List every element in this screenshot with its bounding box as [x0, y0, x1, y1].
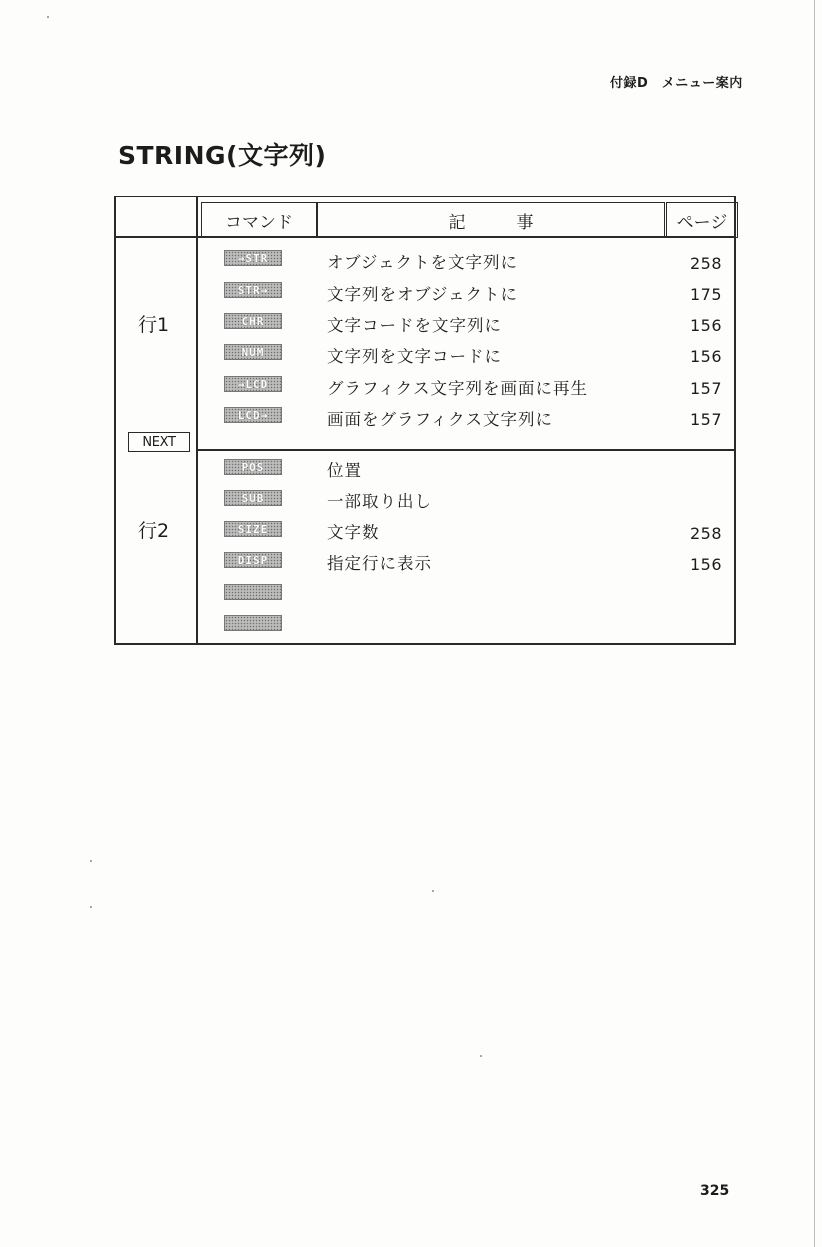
page-title: STRING(文字列) — [118, 141, 327, 170]
softkey-str-to[interactable]: STR→ — [224, 282, 282, 298]
item-page: 175 — [690, 285, 723, 304]
next-key[interactable]: NEXT — [128, 432, 190, 452]
header-command: コマンド — [201, 202, 317, 238]
softkey-lcd-to[interactable]: LCD→ — [224, 407, 282, 423]
row2-label: 行2 — [138, 520, 170, 542]
row-divider — [196, 449, 735, 451]
speck — [90, 860, 92, 862]
column-divider — [196, 197, 198, 644]
item-description: オブジェクトを文字列に — [327, 253, 519, 272]
item-description: 文字列を文字コードに — [327, 347, 502, 366]
softkey-chr[interactable]: CHR — [224, 313, 282, 329]
item-page: 156 — [690, 555, 723, 574]
item-description: グラフィクス文字列を画面に再生 — [327, 379, 589, 398]
item-page: 157 — [690, 379, 723, 398]
item-page: 258 — [690, 254, 723, 273]
softkey-num[interactable]: NUM — [224, 344, 282, 360]
item-description: 指定行に表示 — [327, 554, 432, 573]
softkey-pos[interactable]: POS — [224, 459, 282, 475]
running-header: 付録D メニュー案内 — [610, 76, 743, 91]
softkey-size[interactable]: SIZE — [224, 521, 282, 537]
item-description: 文字コードを文字列に — [327, 316, 502, 335]
page-number: 325 — [700, 1183, 730, 1199]
item-description: 文字数 — [327, 523, 380, 542]
header-page: ページ — [666, 202, 738, 238]
row1-label: 行1 — [138, 314, 170, 336]
softkey-sub[interactable]: SUB — [224, 490, 282, 506]
softkey-to-lcd[interactable]: →LCD — [224, 376, 282, 392]
item-description: 文字列をオブジェクトに — [327, 285, 519, 304]
softkey-empty[interactable] — [224, 615, 282, 631]
page-edge — [814, 0, 815, 1247]
item-page: 157 — [690, 410, 723, 429]
header-description: 記 事 — [317, 202, 665, 238]
item-page: 258 — [690, 524, 723, 543]
softkey-empty[interactable] — [224, 584, 282, 600]
speck — [432, 890, 434, 892]
softkey-disp[interactable]: DISP — [224, 552, 282, 568]
softkey-to-str[interactable]: →STR — [224, 250, 282, 266]
item-description: 位置 — [327, 461, 362, 480]
speck — [480, 1055, 482, 1057]
item-description: 一部取り出し — [327, 492, 432, 511]
item-page: 156 — [690, 316, 723, 335]
item-description: 画面をグラフィクス文字列に — [327, 410, 554, 429]
speck — [47, 16, 49, 18]
item-page: 156 — [690, 347, 723, 366]
speck — [90, 906, 92, 908]
